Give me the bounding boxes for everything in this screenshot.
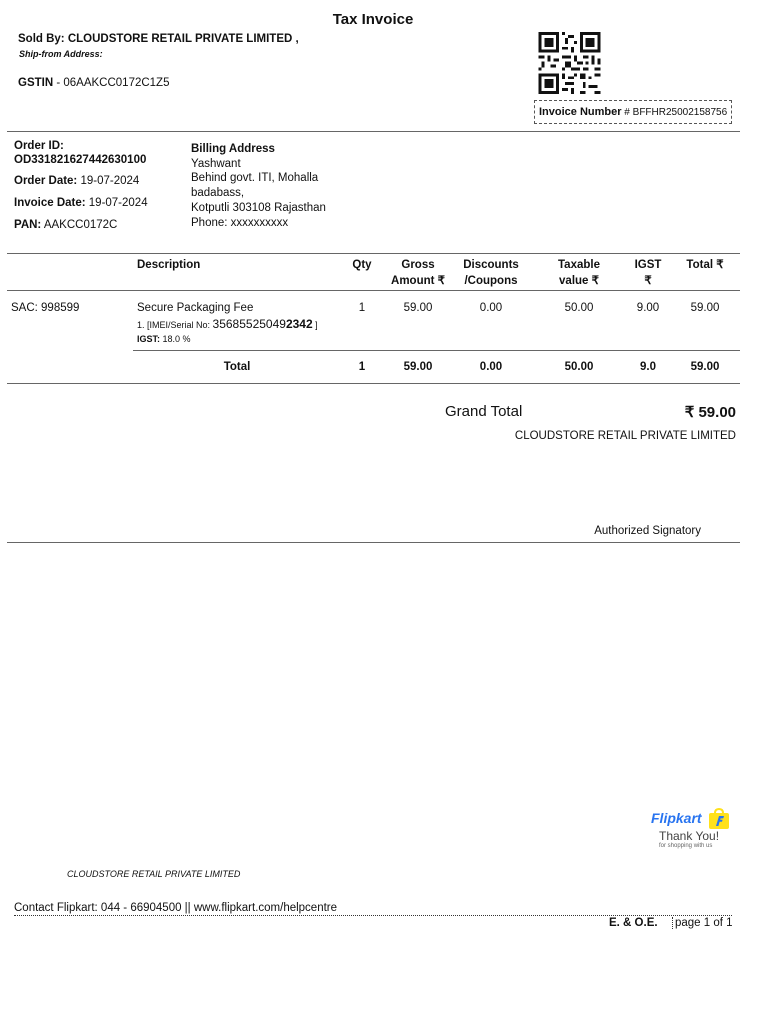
total-gross: 59.00 — [403, 361, 433, 373]
sac-code: SAC: 998599 — [11, 302, 80, 314]
col-header-taxable — [543, 258, 615, 289]
flipkart-logo-text: Flipkart — [651, 810, 702, 826]
pan-label: PAN: — [14, 219, 42, 231]
item-qty: 1 — [358, 302, 366, 314]
order-id-value: OD331821627442630100 — [14, 154, 147, 166]
total-igst: 9.0 — [640, 361, 656, 373]
order-id-label: Order ID: — [14, 140, 64, 152]
footer-company: CLOUDSTORE RETAIL PRIVATE LIMITED — [67, 869, 241, 879]
flipkart-bag-icon — [708, 808, 730, 830]
col-header-qty: Qty — [352, 259, 372, 271]
col-header-total: Total ₹ — [686, 259, 724, 271]
page-number: page 1 of 1 — [672, 917, 733, 929]
imei-suffix: ] — [312, 320, 318, 330]
table-header-border — [7, 290, 740, 291]
item-description: Secure Packaging Fee — [137, 302, 254, 314]
pan-value: AAKCC0172C — [41, 219, 118, 231]
billing-address — [191, 142, 326, 230]
billing-phone: Phone: xxxxxxxxxx — [191, 216, 289, 229]
signatory-divider — [7, 542, 740, 543]
order-date-label: Order Date: — [14, 175, 78, 187]
igst-rate-value: 18.0 % — [160, 334, 191, 344]
gstin — [18, 77, 169, 89]
item-taxable: 50.00 — [564, 302, 594, 314]
col-header-gross-line-2: Amount ₹ — [391, 274, 445, 287]
total-qty: 1 — [358, 361, 366, 373]
billing-line-1: Behind govt. ITI, Mohalla — [191, 172, 319, 185]
col-header-igst-line-2: ₹ — [644, 274, 652, 287]
col-header-gross — [384, 258, 452, 289]
invoice-date-label: Invoice Date: — [14, 197, 86, 209]
total-row-border — [133, 350, 740, 351]
col-header-gross-line-1: Gross — [401, 259, 435, 271]
invoice-number-label: Invoice Number — [539, 106, 622, 118]
total-row-label: Total — [223, 361, 251, 373]
imei-line — [137, 317, 318, 331]
billing-name: Yashwant — [191, 157, 241, 170]
col-header-description: Description — [137, 259, 201, 271]
ship-from-label: Ship-from Address: — [19, 49, 103, 59]
imei-prefix: 1. [IMEI/Serial No: — [137, 320, 213, 330]
col-header-taxable-line-2: value ₹ — [559, 274, 599, 287]
col-header-discounts-line-1: Discounts — [463, 259, 519, 271]
gstin-value: - 06AAKCC0172C1Z5 — [53, 77, 170, 89]
invoice-date-value: 19-07-2024 — [85, 197, 148, 209]
table-bottom-border — [7, 383, 740, 384]
total-amount: 59.00 — [690, 361, 720, 373]
item-igst: 9.00 — [636, 302, 660, 314]
billing-line-2: badabass, — [191, 187, 245, 200]
authorized-signatory: Authorized Signatory — [594, 525, 701, 537]
divider — [7, 131, 740, 132]
invoice-number-box — [534, 100, 732, 124]
col-header-igst — [625, 258, 671, 289]
col-header-taxable-line-1: Taxable — [558, 259, 600, 271]
invoice-number-value: # BFFHR25002158756 — [621, 107, 728, 118]
item-gross: 59.00 — [403, 302, 433, 314]
total-discounts: 0.00 — [479, 361, 503, 373]
qr-code-icon — [537, 32, 602, 94]
billing-heading: Billing Address — [191, 143, 275, 155]
billing-line-3: Kotputli 303108 Rajasthan — [191, 201, 326, 214]
igst-rate-line — [137, 334, 191, 344]
col-header-igst-line-1: IGST — [634, 259, 662, 271]
item-total: 59.00 — [690, 302, 720, 314]
footer-dotted-line — [14, 915, 732, 916]
item-discounts: 0.00 — [479, 302, 503, 314]
igst-rate-label: IGST: — [137, 334, 161, 344]
flipkart-thank-you-logo — [648, 806, 732, 854]
order-date — [14, 175, 139, 187]
eoe-label: E. & O.E. — [609, 917, 658, 929]
imei-value-b: 2342 — [285, 317, 313, 331]
col-header-discounts — [452, 258, 530, 289]
grand-total-label: Grand Total — [445, 403, 523, 420]
thank-you-subtext: for shopping with us — [659, 843, 713, 849]
order-date-value: 19-07-2024 — [77, 175, 140, 187]
pan — [14, 219, 117, 231]
table-top-border — [7, 253, 740, 254]
imei-value-a: 35685525049 — [212, 317, 286, 331]
invoice-title: Tax Invoice — [332, 11, 414, 28]
col-header-discounts-line-2: /Coupons — [464, 274, 518, 287]
total-taxable: 50.00 — [564, 361, 594, 373]
contact-info: Contact Flipkart: 044 - 66904500 || www.flipkart.com/helpcentre — [14, 902, 338, 914]
seller-company: CLOUDSTORE RETAIL PRIVATE LIMITED — [514, 430, 736, 442]
gstin-label: GSTIN — [18, 77, 54, 89]
sold-by: Sold By: CLOUDSTORE RETAIL PRIVATE LIMITED , — [18, 33, 299, 45]
grand-total-value: ₹ 59.00 — [684, 404, 736, 421]
thank-you-text: Thank You! — [659, 829, 720, 843]
invoice-date — [14, 197, 148, 209]
